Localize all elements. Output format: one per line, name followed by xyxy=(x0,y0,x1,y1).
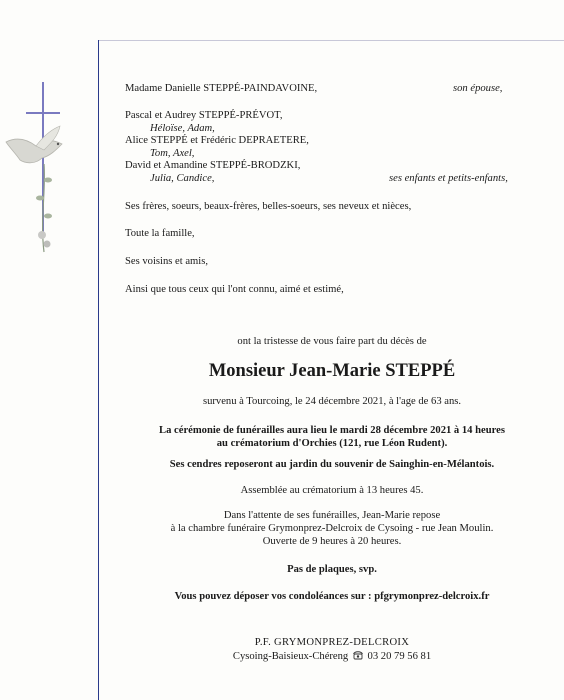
top-rule xyxy=(98,40,564,41)
company-contact xyxy=(100,650,564,663)
company-phone: 03 20 79 56 81 xyxy=(367,651,432,662)
assembly-line: Assemblée au crématorium à 13 heures 45. xyxy=(240,485,424,496)
ceremony-line-1: La cérémonie de funérailles aura lieu le mardi 28 décembre 2021 à 14 heures xyxy=(159,425,505,436)
death-info: survenu à Tourcoing, le 24 décembre 2021, à l'age de 63 ans. xyxy=(202,396,462,407)
children-role: ses enfants et petits-enfants, xyxy=(389,173,508,184)
funeral-company: P.F. GRYMONPREZ-DELCROIX xyxy=(254,637,410,648)
company-town: Cysoing-Baisieux-Chéreng xyxy=(232,651,349,662)
rest-line-2: à la chambre funéraire Grymonprez-Delcroix de Cysoing - rue Jean Moulin. xyxy=(170,523,494,534)
child3-grandchildren: Julia, Candice, xyxy=(150,173,215,184)
all-who-knew-line: Ainsi que tous ceux qui l'ont connu, aimé et estimé, xyxy=(125,284,344,295)
child1-names: Pascal et Audrey STEPPÉ-PRÉVOT, xyxy=(125,110,283,121)
condolences-line: Vous pouvez déposer vos condoléances sur : pfgrymonprez-delcroix.fr xyxy=(174,591,490,602)
neighbours-line: Ses voisins et amis, xyxy=(125,256,208,267)
whole-family-line: Toute la famille, xyxy=(125,228,195,239)
child1-grandchildren: Héloïse, Adam, xyxy=(150,123,215,134)
siblings-line: Ses frères, soeurs, beaux-frères, belles-soeurs, ses neveux et nièces, xyxy=(125,201,412,212)
child2-names: Alice STEPPÉ et Frédéric DEPRAETERE, xyxy=(125,135,309,146)
rest-line-1: Dans l'attente de ses funérailles, Jean-Marie repose xyxy=(223,510,441,521)
rest-line-3: Ouverte de 9 heures à 20 heures. xyxy=(262,536,402,547)
ceremony-line-2: au crématorium d'Orchies (121, rue Léon Rudent). xyxy=(216,438,448,449)
spouse-name: Madame Danielle STEPPÉ-PAINDAVOINE, xyxy=(125,83,318,94)
telephone-icon xyxy=(353,650,363,660)
ashes-line: Ses cendres reposeront au jardin du souvenir de Sainghin-en-Mélantois. xyxy=(169,459,495,470)
child3-names: David et Amandine STEPPÉ-BRODZKI, xyxy=(125,160,301,171)
announcement-intro: ont la tristesse de vous faire part du décès de xyxy=(237,336,427,347)
deceased-name: Monsieur Jean-Marie STEPPÉ xyxy=(208,361,456,381)
cross-dove-flower-illustration xyxy=(0,80,96,280)
spouse-role: son épouse, xyxy=(453,83,503,94)
dove-icon xyxy=(6,126,62,163)
no-plaques-line: Pas de plaques, svp. xyxy=(287,564,377,575)
child2-grandchildren: Tom, Axel, xyxy=(150,148,195,159)
frame-line xyxy=(98,40,99,700)
